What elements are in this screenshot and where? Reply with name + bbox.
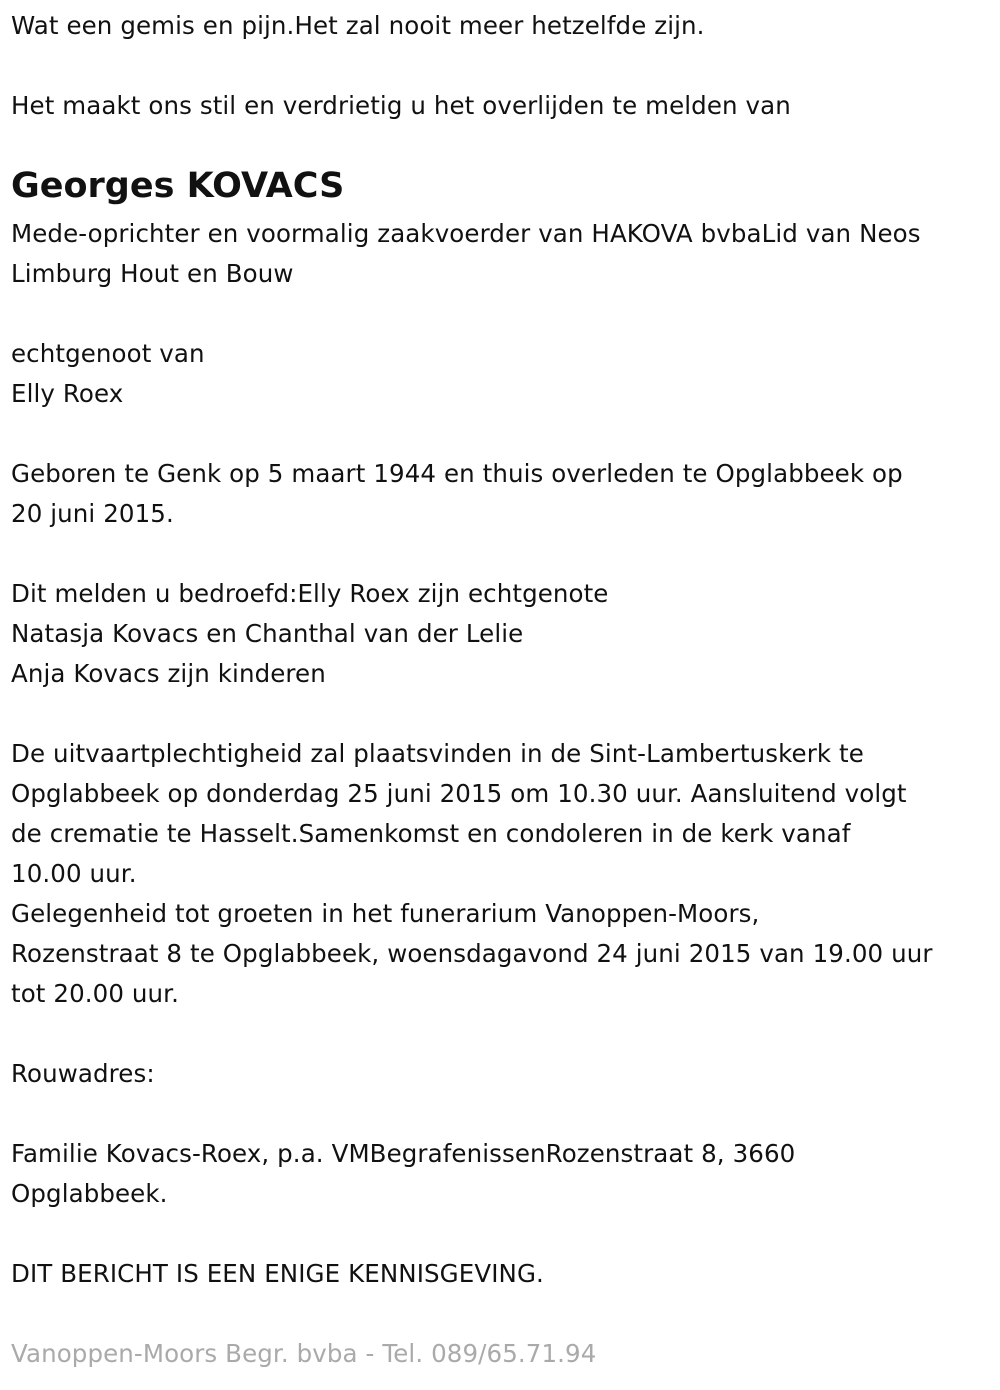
intro-line-2: Het maakt ons stil en verdrietig u het overlijden te melden van	[11, 91, 791, 120]
ceremony-line-3: de crematie te Hasselt.Samenkomst en condoleren in de kerk vanaf	[11, 819, 851, 848]
address-line-1: Familie Kovacs-Roex, p.a. VMBegrafenissenRozenstraat 8, 3660	[11, 1139, 796, 1168]
family-line-2: Natasja Kovacs en Chanthal van der Lelie	[11, 619, 524, 648]
deceased-role-line-1: Mede-oprichter en voormalig zaakvoerder van HAKOVA bvbaLid van Neos	[11, 219, 921, 248]
family-line-3: Anja Kovacs zijn kinderen	[11, 659, 326, 688]
intro-line-1: Wat een gemis en pijn.Het zal nooit meer hetzelfde zijn.	[11, 11, 705, 40]
ceremony-line-2: Opglabbeek op donderdag 25 juni 2015 om 10.30 uur. Aansluitend volgt	[11, 779, 907, 808]
address-label: Rouwadres:	[11, 1059, 155, 1088]
address-line-2: Opglabbeek.	[11, 1179, 168, 1208]
birth-death-line-2: 20 juni 2015.	[11, 499, 174, 528]
family-line-1: Dit melden u bedroefd:Elly Roex zijn echtgenote	[11, 579, 609, 608]
ceremony-line-6: Rozenstraat 8 te Opglabbeek, woensdagavond 24 juni 2015 van 19.00 uur	[11, 939, 933, 968]
ceremony-line-5: Gelegenheid tot groeten in het funerarium Vanoppen-Moors,	[11, 899, 760, 928]
spouse-name: Elly Roex	[11, 379, 124, 408]
ceremony-line-7: tot 20.00 uur.	[11, 979, 179, 1008]
deceased-role-line-2: Limburg Hout en Bouw	[11, 259, 294, 288]
ceremony-line-1: De uitvaartplechtigheid zal plaatsvinden in de Sint-Lambertuskerk te	[11, 739, 864, 768]
birth-death-line-1: Geboren te Genk op 5 maart 1944 en thuis overleden te Opglabbeek op	[11, 459, 903, 488]
deceased-name: Georges KOVACS	[11, 166, 345, 206]
notice-text: DIT BERICHT IS EEN ENIGE KENNISGEVING.	[11, 1259, 544, 1288]
spouse-label: echtgenoot van	[11, 339, 205, 368]
ceremony-line-4: 10.00 uur.	[11, 859, 137, 888]
footer-funeral-home: Vanoppen-Moors Begr. bvba - Tel. 089/65.71.94	[11, 1339, 597, 1368]
